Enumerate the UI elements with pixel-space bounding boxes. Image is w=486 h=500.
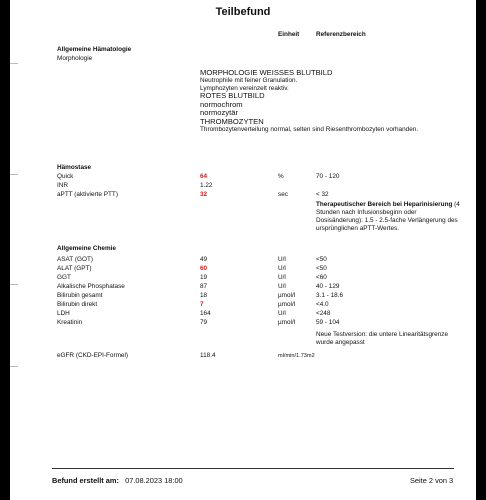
lab-unit: %	[278, 173, 284, 180]
lab-unit: U/l	[278, 265, 286, 273]
lab-reference: <50	[316, 256, 327, 263]
morph-line: normochrom	[200, 99, 243, 109]
lab-reference: <4.0	[316, 301, 329, 309]
section-haemostasis: Hämostase	[57, 164, 92, 171]
page-number: Seite 2 von 3	[410, 476, 454, 485]
kreatinin-note: Neue Testversion: die untere Linearitätsgrenze wurde angepasst	[316, 331, 449, 346]
morphology-block	[200, 69, 418, 134]
morphology-label: Morphologie	[57, 55, 93, 62]
lab-value: 7	[200, 301, 204, 309]
lab-name: aPTT (aktivierte PTT)	[57, 191, 118, 198]
lab-name: Quick	[57, 173, 74, 180]
lab-name: LDH	[57, 310, 70, 318]
lab-reference: 40 - 129	[316, 283, 340, 291]
morph-line: ROTES BLUTBILD	[200, 91, 265, 101]
heparin-note	[316, 201, 464, 233]
lab-unit: U/l	[278, 310, 286, 318]
margin-mark	[10, 63, 18, 64]
lab-name: eGFR (CKD-EPI-Formel)	[57, 352, 129, 359]
column-header-unit: Einheit	[278, 31, 300, 38]
lab-value: 79	[200, 319, 208, 327]
lab-value: 19	[200, 274, 208, 282]
lab-unit: sec	[278, 191, 288, 198]
lab-name: GGT	[57, 274, 71, 282]
lab-unit: ml/min/1.73m2	[278, 353, 315, 359]
section-chemistry: Allgemeine Chemie	[57, 245, 116, 252]
lab-value: 49	[200, 256, 208, 263]
lab-reference: <50	[316, 265, 327, 273]
heparin-note-text: (4 Stunden nach Infusionsbeginn oder Dosisänderung): 1.5 - 2.5-fache Verlängerung des ursprünglichen aPTT-Wertes.	[316, 201, 460, 232]
lab-value: 118.4	[200, 352, 216, 359]
page-title: Teilbefund	[215, 6, 271, 18]
lab-reference: 59 - 104	[316, 319, 340, 327]
margin-mark	[10, 174, 18, 175]
report-page	[10, 0, 476, 500]
lab-name: INR	[57, 182, 69, 189]
morph-line: Thrombozytenverteilung normal, selten sind Riesenthrombozyten vorhanden.	[200, 126, 419, 134]
lab-value: 1.22	[200, 182, 213, 189]
lab-unit: µmol/l	[278, 319, 296, 327]
lab-name: ALAT (GPT)	[57, 265, 92, 273]
lab-unit: U/l	[278, 256, 286, 263]
lab-value: 64	[200, 173, 208, 180]
footer-date: 07.08.2023 18:00	[125, 476, 183, 485]
lab-reference: <60	[316, 274, 327, 282]
lab-value: 87	[200, 283, 208, 291]
lab-unit: µmol/l	[278, 301, 296, 309]
morph-line: MORPHOLOGIE WEISSES BLUTBILD	[200, 68, 333, 77]
morph-line: THROMBOZYTEN	[200, 116, 264, 126]
lab-value: 32	[200, 191, 208, 198]
column-header-reference: Referenzbereich	[316, 31, 366, 38]
margin-mark	[10, 366, 18, 367]
lab-value: 60	[200, 265, 208, 273]
heparin-note-title: Therapeutischer Bereich bei Heparinisierung	[316, 201, 453, 208]
lab-unit: U/l	[278, 274, 286, 282]
lab-reference: <248	[316, 310, 331, 318]
lab-name: ASAT (GOT)	[57, 256, 93, 263]
lab-value: 164	[200, 310, 211, 318]
lab-value: 18	[200, 292, 208, 300]
lab-name: Bilirubin direkt	[57, 301, 98, 309]
footer-created-label: Befund erstellt am:	[52, 476, 119, 485]
footer-divider	[52, 468, 454, 469]
footer-created	[52, 476, 183, 485]
lab-unit: µmol/l	[278, 292, 296, 300]
lab-name: Kreatinin	[57, 319, 83, 327]
lab-reference: 70 - 120	[316, 173, 340, 180]
lab-unit: U/l	[278, 283, 286, 291]
margin-mark	[10, 284, 18, 285]
lab-reference: 3.1 - 18.6	[316, 292, 344, 300]
morph-line: Neutrophile mit feiner Granulation.	[200, 77, 298, 85]
morph-line: normozytär	[200, 108, 238, 118]
morph-line: Lymphozyten vereinzelt reaktiv.	[200, 84, 289, 92]
lab-reference: < 32	[316, 191, 329, 198]
section-haematology: Allgemeine Hämatologie	[57, 46, 132, 53]
lab-name: Alkalische Phosphatase	[57, 283, 125, 291]
lab-name: Bilirubin gesamt	[57, 292, 103, 300]
